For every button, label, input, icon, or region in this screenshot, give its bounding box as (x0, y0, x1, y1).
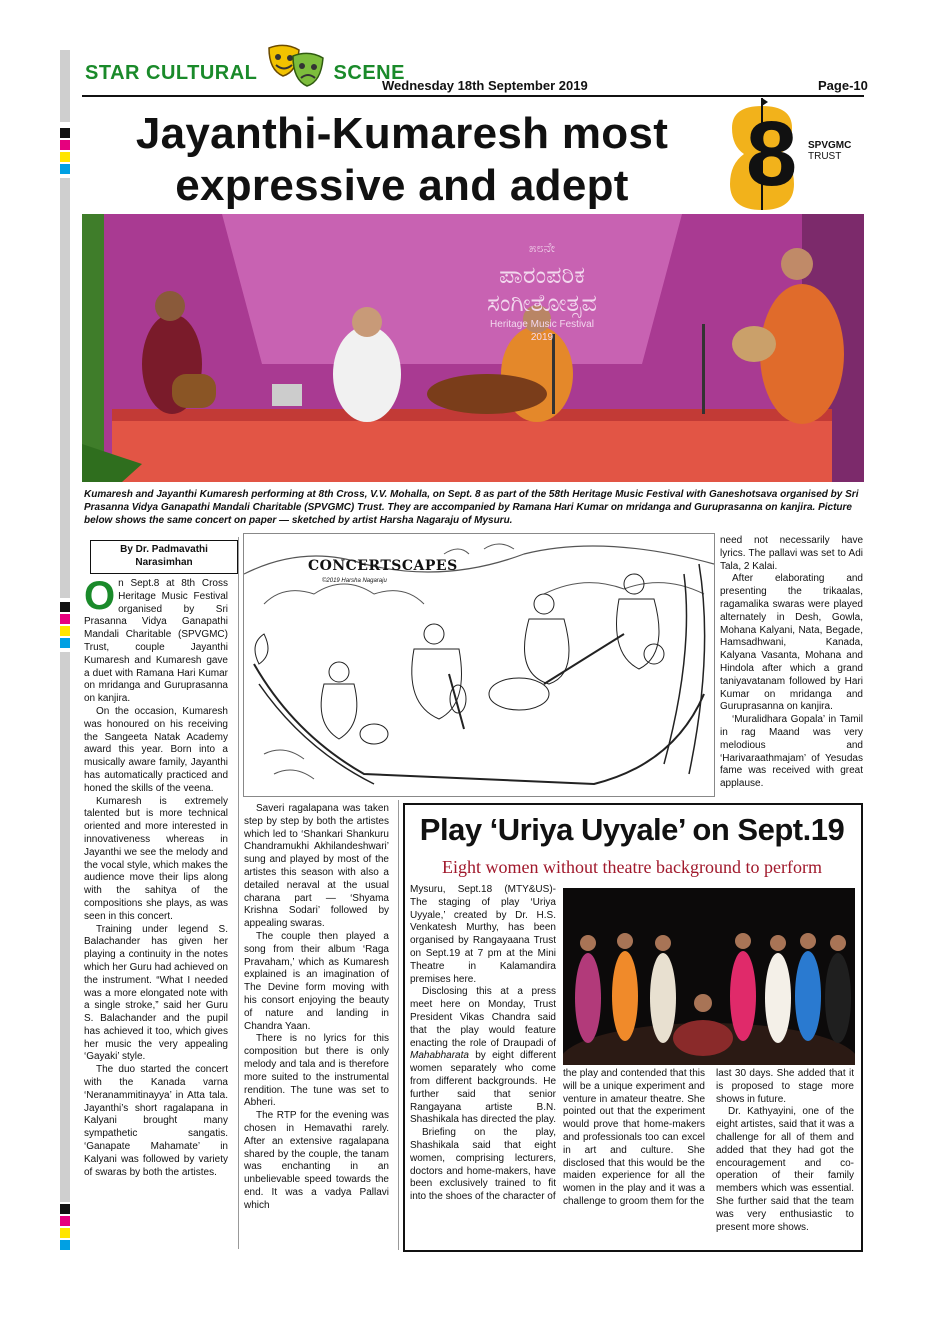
paragraph: Training under legend S. Balachander has given her playing a continuity in the notes which her Guru had achieved on the instrument. “What I needed was a more elongated note with a single stroke,” said her Guru S. Balachander and the pupil has achieved it too, which gives her music the very appealing ‘Gayaki’ style. (84, 923, 228, 1063)
logo-org-line-1: SPVGMC (808, 140, 852, 151)
banner-line-2: ಪಾರಂಪರಿಕ (498, 262, 586, 289)
logo-org-line-2: TRUST (808, 151, 842, 162)
main-headline (82, 108, 722, 212)
registration-yellow (60, 626, 70, 636)
theatre-masks-icon (263, 42, 327, 86)
masthead (85, 62, 405, 86)
banner-line-3: ಸಂಗೀತೋತ್ಸವ (487, 290, 597, 317)
paragraph: Briefing on the play, Shashikala said that eight women, comprising lecturers, doctors and home-makers, have been exclusively trained to fit into the shoes of the character of (410, 1127, 556, 1203)
paragraph-text: n Sept.8 at 8th Cross Heritage Music Festival organised by Sri Prasanna Vidya Ganapathi Mandali Charitable (SPVGMC) Trust, couple Jayanthi Kumaresh and Kumaresh gave a duet with Ramana Hari Kumar on mridanga and Guruprasanna on kanjira. (84, 578, 228, 705)
masthead-left: STAR CULTURAL (85, 62, 258, 85)
paragraph: need not necessarily have lyrics. The pallavi was set to Adi Tala, 2 Kalai. (720, 535, 863, 572)
registration-magenta (60, 1216, 70, 1226)
margin-bar (60, 178, 70, 598)
play-column-1 (410, 884, 556, 1204)
registration-black (60, 128, 70, 138)
play-photo (563, 888, 855, 1065)
headline-line-1: Jayanthi-Kumaresh most (135, 109, 669, 158)
byline-by: By Dr. Padmavathi (120, 544, 208, 555)
headline-line-2: expressive and adept (175, 161, 629, 210)
margin-bar (60, 50, 70, 122)
logo-digit: 8 (746, 103, 798, 205)
concert-sketch (243, 533, 715, 797)
registration-magenta (60, 614, 70, 624)
registration-black (60, 602, 70, 612)
paragraph: ‘Muralidhara Gopala’ in Tamil in rag Maand was very melodious and ‘Harivaraathmajam’ of Yesudas fame was received with great applause. (720, 714, 863, 790)
article-column-3 (720, 535, 863, 791)
paragraph: The duo started the concert with the Kanada varna ‘Neranammitinayya’ in Atta tala. Jayanthi’s short ragalapana in Kalyani brought many sympathetic sangatis. ‘Ganapate Mahamate’ in Kalyani was followed by variety of swaras by both the artistes. (84, 1064, 228, 1178)
paragraph (84, 574, 228, 706)
masthead-right: SCENE (333, 62, 405, 85)
registration-magenta (60, 140, 70, 150)
registration-cyan (60, 638, 70, 648)
sketch-title: CONCERTSCAPES (308, 558, 458, 574)
column-rule (238, 537, 239, 1249)
banner-line-5: 2019 (530, 332, 554, 343)
paragraph-text: by eight different women separately who come from different backgrounds. He further said that senior Rangayana artiste B.N. Shashikala has directed the play. (410, 1050, 557, 1126)
paragraph-text: Disclosing this at a press meet here on Monday, Trust President Vikas Chandra said that the play would feature enacting the role of Draupadi of (410, 986, 556, 1049)
registration-yellow (60, 1228, 70, 1238)
drop-cap: O (84, 574, 116, 618)
paragraph: On the occasion, Kumaresh was honoured on his receiving the Sangeeta Natak Academy award this year. Born into a musically aware family, Jayanthi has automatically practiced and honed the skills of the veena. (84, 705, 228, 794)
byline (90, 540, 238, 574)
spvgmc-logo (722, 98, 802, 213)
sketch-credit: ©2019 Harsha Nagaraju (322, 578, 387, 584)
paragraph: Kumaresh is extremely talented but is more technical oriented and more interested in innovativeness whereas in Jayanthi we see the melody and the vocal style, which makes the audience move their lips along with the sahitya of the compositions she plays, as was seen in this concert. (84, 795, 228, 922)
banner-line-4: Heritage Music Festival (490, 319, 594, 330)
play-column-2 (563, 1068, 705, 1209)
play-subheadline: Eight women without theatre background to perform (442, 857, 822, 877)
header-rule (82, 95, 864, 97)
article-column-2 (244, 803, 389, 1213)
registration-yellow (60, 152, 70, 162)
paragraph (410, 986, 556, 1127)
paragraph: The couple then played a song from their album ‘Raga Pravaham,’ which as Kumaresh explained is an imagination of The Devine form moving with his consort enjoying the beauty of nature and landing in Chandra Yaan. (244, 930, 389, 1032)
photo-banner (412, 234, 672, 344)
page-number: Page-10 (818, 78, 868, 93)
photo-caption: Kumaresh and Jayanthi Kumaresh performing at 8th Cross, V.V. Mohalla, on Sept. 8 as part of the 58th Heritage Music Festival with Ganeshotsava organised by Sri Prasanna Vidya Ganapathi Mandali Charitable (SPVGMC) Trust. They are accompanied by Ramana Hari Kumar on mridanga and Guruprasanna on kanjira. Picture below shows the same concert on paper — sketched by artist Harsha Nagaraju of Mysuru. (84, 489, 859, 526)
paragraph: After elaborating and presenting the trikaalas, ragamalika swaras were played alternately in Desh, Gowla, Mohana Kalyani, Nata, Begade, Hamsadhwani, Kanada, Kalyana Vasanta, Mohana and Hindola after which a grand taniyavatanam followed by Hari Kumar on mridanga and Guruprasanna on kanjira. (720, 573, 863, 713)
column-rule (398, 800, 399, 1250)
concert-photo (82, 214, 864, 482)
paragraph: last 30 days. She added that it is proposed to stage more shows in future. (716, 1068, 854, 1105)
logo-org (808, 140, 851, 162)
margin-bar (60, 652, 70, 1202)
issue-date: Wednesday 18th September 2019 (382, 78, 588, 93)
play-column-3 (716, 1068, 854, 1234)
registration-black (60, 1204, 70, 1214)
paragraph: Mysuru, Sept.18 (MTY&US)- The staging of play ‘Uriya Uyyale,’ created by Dr. H.S. Venkatesh Murthy, has been organised by Rangayaana Trust on Sept.19 at 7 pm at the Mini Theatre in Kalamandira premises here. (410, 884, 556, 985)
byline-name: Narasimhan (135, 557, 193, 568)
paragraph: There is no lyrics for this composition but there is only melody and tala and is therefore more suited to the instrumental rendition. The tune was set to Abheri. (244, 1033, 389, 1109)
registration-cyan (60, 1240, 70, 1250)
registration-cyan (60, 164, 70, 174)
article-column-1 (84, 574, 228, 1179)
paragraph: the play and contended that this will be a unique experiment and venture in amateur theatre. She pointed out that the experiment would prove that home-makers and professionals too can excel in art and culture. She disclosed that this would be the maiden experience for all the women in the play and it was a challenge to groom them for the (563, 1068, 705, 1207)
play-headline: Play ‘Uriya Uyyale’ on Sept.19 (419, 812, 845, 847)
paragraph-italic: Mahabharata (410, 1050, 469, 1062)
banner-line-1: ೫೮ನೇ (528, 240, 556, 255)
paragraph: Saveri ragalapana was taken step by step by both the artistes which led to ‘Shankari Shankuru Chandramukhi Akhilandeshwari’ sung and played by most of the artistes this season with also a detailed neraval at the usual charana part — ‘Shyama Krishna Sodari’ followed by appealing swaras. (244, 803, 389, 930)
paragraph: Dr. Kathyayini, one of the eight artistes, said that it was a challenge for all of them and added that they had got the encouragement and co-operation of their family members which was essential. She further said that the team was very enthusiastic to present more shows. (716, 1106, 854, 1233)
paragraph: The RTP for the evening was chosen in Hemavathi rarely. After an extensive ragalapana shared by the couple, the tanam was enchanting in an unbelievable speed towards the end. It was a vadya Pallavi which (244, 1110, 389, 1211)
